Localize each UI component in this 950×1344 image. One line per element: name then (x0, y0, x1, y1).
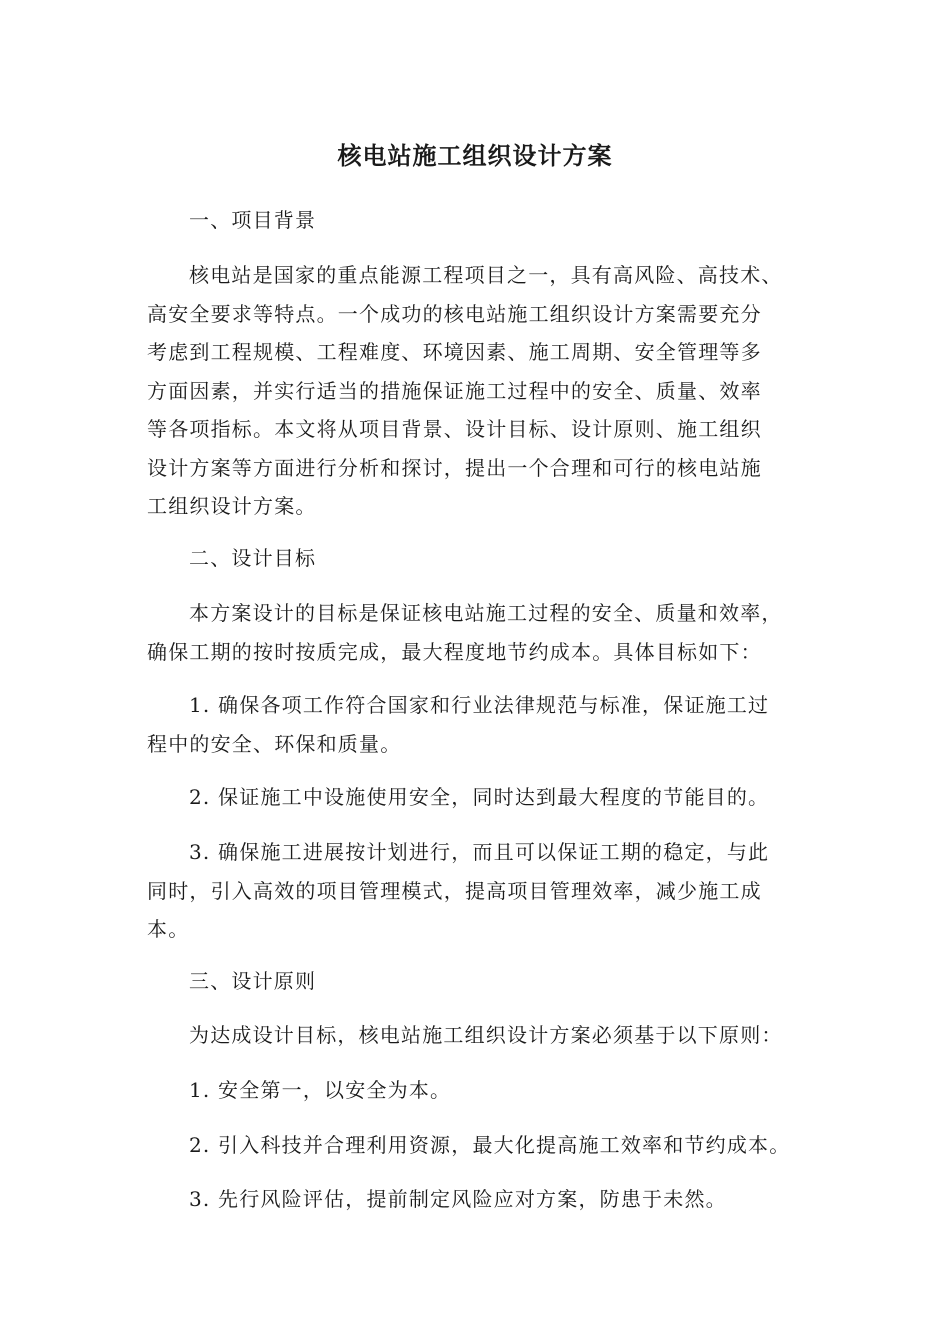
paragraph-line: 为达成设计目标，核电站施工组织设计方案必须基于以下原则： (189, 1023, 783, 1047)
paragraph-line: 确保工期的按时按质完成，最大程度地节约成本。具体目标如下： (147, 639, 762, 664)
paragraph-line: 高安全要求等特点。一个成功的核电站施工组织设计方案需要充分 (147, 301, 762, 326)
list-item-line: 1. 安全第一，以安全为本。 (189, 1078, 452, 1102)
list-item-line: 程中的安全、环保和质量。 (147, 731, 402, 756)
section-heading-background (147, 201, 817, 240)
goal-item-3 (147, 833, 817, 949)
section-heading-principles (147, 962, 817, 1001)
section-heading: 三、设计原则 (189, 969, 317, 993)
section-heading: 一、项目背景 (189, 208, 317, 232)
document-title: 核电站施工组织设计方案 (337, 142, 613, 170)
principle-item-2 (147, 1126, 817, 1165)
principle-item-3 (147, 1180, 817, 1219)
goal-item-1 (147, 686, 817, 763)
paragraph-line: 等各项指标。本文将从项目背景、设计目标、设计原则、施工组织 (147, 417, 762, 441)
section-heading-goals (147, 539, 817, 578)
paragraph-background (147, 256, 817, 526)
list-item-line: 本。 (147, 917, 190, 941)
list-item-line: 2. 保证施工中设施使用安全，同时达到最大程度的节能目的。 (189, 785, 770, 809)
paragraph-line: 考虑到工程规模、工程难度、环境因素、施工周期、安全管理等多 (147, 340, 762, 364)
paragraph-line: 工组织设计方案。 (147, 494, 317, 518)
list-item-line: 3. 先行风险评估，提前制定风险应对方案，防患于未然。 (189, 1187, 727, 1211)
paragraph-goals (147, 594, 817, 671)
paragraph-principles (147, 1016, 817, 1055)
paragraph-line: 核电站是国家的重点能源工程项目之一，具有高风险、高技术、 (189, 263, 783, 287)
paragraph-line: 方面因素，并实行适当的措施保证施工过程中的安全、质量、效率 (147, 378, 762, 403)
list-item-line: 同时，引入高效的项目管理模式，提高项目管理效率，减少施工成 (147, 878, 762, 903)
paragraph-line: 本方案设计的目标是保证核电站施工过程的安全、质量和效率， (189, 601, 783, 625)
list-item-line: 3. 确保施工进展按计划进行，而且可以保证工期的稳定，与此 (189, 840, 770, 864)
list-item-line: 1. 确保各项工作符合国家和行业法律规范与标准，保证施工过 (189, 693, 770, 717)
section-heading: 二、设计目标 (189, 546, 317, 570)
paragraph-line: 设计方案等方面进行分析和探讨，提出一个合理和可行的核电站施 (147, 455, 762, 480)
principle-item-1 (147, 1071, 817, 1110)
goal-item-2 (147, 778, 817, 817)
list-item-line: 2. 引入科技并合理利用资源，最大化提高施工效率和节约成本。 (189, 1133, 791, 1157)
